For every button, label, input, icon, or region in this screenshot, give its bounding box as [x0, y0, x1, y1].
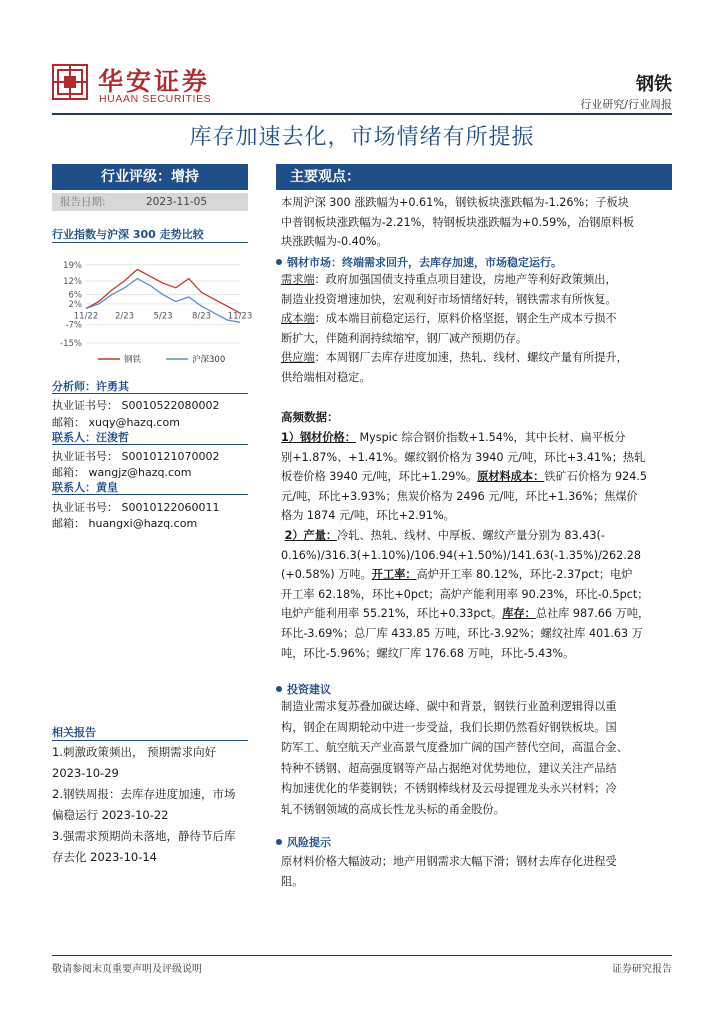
text-line: 本周沪深 300 涨跌幅为+0.61%，钢铁板块涨跌幅为-1.26%；子板块	[281, 196, 629, 209]
analyst-email[interactable]: 邮箱： xuqy@hazq.com	[52, 416, 180, 429]
text-line: 总社库 987.66 万吨，	[535, 607, 650, 621]
steel-market-heading-text: 钢材市场：终端需求回升，去库存加速，市场稳定运行。	[287, 256, 562, 269]
text-line: ：政府加强国债支持重点项目建设，房地产等利好政策频出，	[314, 273, 617, 286]
text-line: 格为 1874 元/吨，环比+2.91%。	[281, 509, 455, 523]
x-tick-label: 8/23	[191, 311, 212, 322]
investment-heading	[276, 681, 331, 697]
contact-cert: 执业证书号： S0010122060011	[52, 501, 220, 514]
y-tick-label: 6%	[68, 290, 82, 301]
text-line: 别+1.87%、+1.41%。螺纹钢价格为 3940 元/吨，环比+3.41%；热轧	[281, 450, 646, 464]
risk-heading	[276, 834, 331, 850]
text-line: 制造业需求复苏叠加碳达峰、碳中和背景，钢铁行业盈利逻辑得以重	[281, 700, 617, 713]
text-line: 吨，环比-5.96%；螺纹厂库 176.68 万吨，环比-5.43%。	[281, 646, 575, 660]
text-line: 高炉开工率 80.12%，环比-2.37pct；电炉	[416, 568, 633, 582]
breadcrumb: 行业研究/行业周报	[580, 98, 672, 111]
bullet-icon	[276, 686, 282, 692]
legend-label: 钢铁	[124, 355, 142, 365]
contact-rule	[52, 494, 248, 495]
cost-label: 成本端	[281, 312, 315, 326]
logo-mark	[52, 64, 88, 100]
logo-text-en: HUAAN SECURITIES	[99, 93, 212, 105]
x-tick-label: 11/23	[227, 311, 253, 322]
y-tick-label: 2%	[68, 299, 82, 310]
text-line: 元/吨，环比+3.93%；焦炭价格为 2496 元/吨，环比+1.36%；焦煤价	[281, 489, 638, 503]
related-reports-list	[52, 742, 252, 868]
chart-title: 行业指数与沪深 300 走势比较	[52, 228, 204, 241]
text-line: 防军工、航空航天产业高景气度叠加广阔的国产替代空间，高温合金、	[281, 741, 628, 754]
analyst-name: 分析师：许勇其	[52, 380, 129, 393]
logo-text-cn: 华安证券	[98, 67, 211, 96]
related-report-date: 存去化 2023-10-14	[52, 850, 157, 864]
raw-cost-label: 原材料成本：	[477, 470, 545, 484]
text-line: ：成本端目前稳定运行，原料价格坚挺，钢企生产成本亏损不	[314, 312, 617, 326]
x-tick-label: 11/22	[73, 311, 99, 322]
text-line: 环比-3.69%；总厂库 433.85 万吨，环比-3.92%；螺纹社库 401.63 万	[281, 626, 643, 640]
risk-text	[281, 852, 673, 892]
supply-label: 供应端	[281, 351, 315, 365]
output-label: 2）产量：	[284, 528, 338, 542]
related-report-item[interactable]: 3.强需求预期尚未落地，静待节后库	[52, 829, 236, 843]
analyst-rule	[52, 393, 248, 394]
text-line: 冷轧、热轧、线材、中厚板、螺纹产量分别为 83.43(-	[337, 528, 605, 542]
text-line: 电炉产能利用率 55.21%，环比+0.33pct。	[281, 607, 503, 621]
header-divider	[52, 113, 672, 115]
related-reports-rule	[52, 740, 248, 741]
text-line: Myspic 综合钢价指数+1.54%，其中长材、扁平板分	[355, 431, 626, 444]
investment-advice	[281, 697, 673, 820]
contact-name: 联系人：黄皇	[52, 481, 118, 494]
utilization-label: 开工率：	[371, 568, 417, 582]
bullet-icon	[276, 839, 282, 845]
inventory-label: 库存：	[502, 607, 536, 621]
related-report-date: 2023-10-29	[52, 766, 119, 780]
text-line: 中普钢板块涨跌幅为-2.21%，特钢板块涨跌幅为+0.59%，冶钢原料板	[281, 215, 634, 229]
steel-price-label: 1）钢材价格：	[281, 431, 356, 444]
y-tick-label: -7%	[65, 320, 82, 331]
text-line: 构，钢企在周期轮动中进一步受益，我们长期仍然看好钢铁板块。国	[281, 720, 617, 734]
text-line: 构加速优化的华菱钢铁；不锈钢棒线材及云母提锂龙头永兴材料；冷	[281, 782, 617, 795]
logo-mark-icon	[54, 66, 86, 98]
related-report-item[interactable]: 1.刺激政策频出， 预期需求向好	[52, 745, 217, 759]
index-comparison-chart	[52, 245, 253, 375]
chart-title-rule	[52, 242, 248, 243]
footer-label: 证券研究报告	[612, 964, 672, 975]
key-views-banner: 主要观点：	[276, 164, 672, 190]
contact-rule	[52, 444, 248, 445]
text-line: 块涨跌幅为-0.40%。	[281, 235, 388, 249]
x-tick-label: 5/23	[153, 311, 173, 322]
contact-name: 联系人：汪浚哲	[52, 431, 129, 444]
legend-label: 沪深300	[192, 355, 226, 365]
text-line: ：本周钢厂去库存进度加速，热轧、线材、螺纹产量有所提升，	[314, 351, 628, 365]
page-title: 库存加速去化，市场情绪有所提振	[189, 125, 535, 150]
analyst-cert: 执业证书号： S0010522080002	[52, 399, 220, 412]
related-report-item[interactable]: 2.钢铁周报：去库存进度加速，市场	[52, 787, 236, 801]
text-line: 原材料价格大幅波动；地产用钢需求大幅下滑；钢材去库存化进程受	[281, 855, 617, 868]
text-line: 制造业投资增速加快，宏观利好市场情绪好转，钢铁需求有所恢复。	[281, 292, 617, 306]
y-tick-label: -15%	[60, 339, 82, 349]
market-summary	[281, 193, 673, 252]
contact-cert: 执业证书号： S0010121070002	[52, 450, 220, 463]
related-report-date: 偏稳运行 2023-10-22	[52, 808, 169, 822]
contact-email[interactable]: 邮箱： wangjz@hazq.com	[52, 466, 192, 479]
text-line: 轧不锈钢领域的高成长性龙头标的甬金股份。	[281, 802, 505, 816]
text-line: 断扩大，伴随利润持续缩窄，钢厂减产预期仍存。	[281, 331, 528, 345]
footer-disclaimer[interactable]: 敬请参阅末页重要声明及评级说明	[52, 964, 202, 975]
industry-label: 钢铁	[636, 74, 672, 95]
rating-banner: 行业评级：增持	[52, 164, 248, 190]
text-line: 特种不锈钢、超高强度钢等产品占据绝对优势地位，建议关注产品结	[281, 761, 617, 775]
related-reports-title: 相关报告	[52, 726, 96, 739]
text-line: 阻。	[281, 875, 304, 888]
market-analysis	[281, 270, 673, 388]
footer-divider	[52, 955, 672, 956]
x-tick-label: 2/23	[114, 311, 135, 322]
demand-label: 需求端	[281, 273, 315, 286]
y-tick-label: 19%	[63, 260, 82, 271]
hf-data-heading: 高频数据：	[281, 410, 339, 424]
hf-data-block	[281, 428, 673, 663]
text-line: 供给端相对稳定。	[281, 370, 371, 384]
text-line: 板卷价格 3940 元/吨，环比+1.29%。	[281, 470, 478, 484]
investment-heading-text: 投资建议	[287, 683, 331, 696]
text-line: 开工率 62.18%，环比+0pct；高炉产能利用率 90.23%，环比-0.5pct；	[281, 587, 649, 601]
text-line: (+0.58%) 万吨。	[281, 568, 372, 582]
report-date-bar	[52, 193, 248, 211]
series-line	[86, 269, 240, 313]
steel-market-heading	[276, 254, 562, 270]
bullet-icon	[276, 259, 282, 265]
contact-email[interactable]: 邮箱： huangxi@hazq.com	[52, 517, 198, 530]
report-date-value: 2023-11-05	[146, 196, 208, 208]
text-line: 0.16%)/316.3(+1.10%)/106.94(+1.50%)/141.63(-1.35%)/262.28	[281, 548, 642, 562]
text-line: 铁矿石价格为 924.5	[544, 470, 648, 484]
report-date-label: 报告日期:	[60, 196, 106, 208]
y-tick-label: 12%	[63, 276, 82, 287]
risk-heading-text: 风险提示	[287, 836, 331, 849]
